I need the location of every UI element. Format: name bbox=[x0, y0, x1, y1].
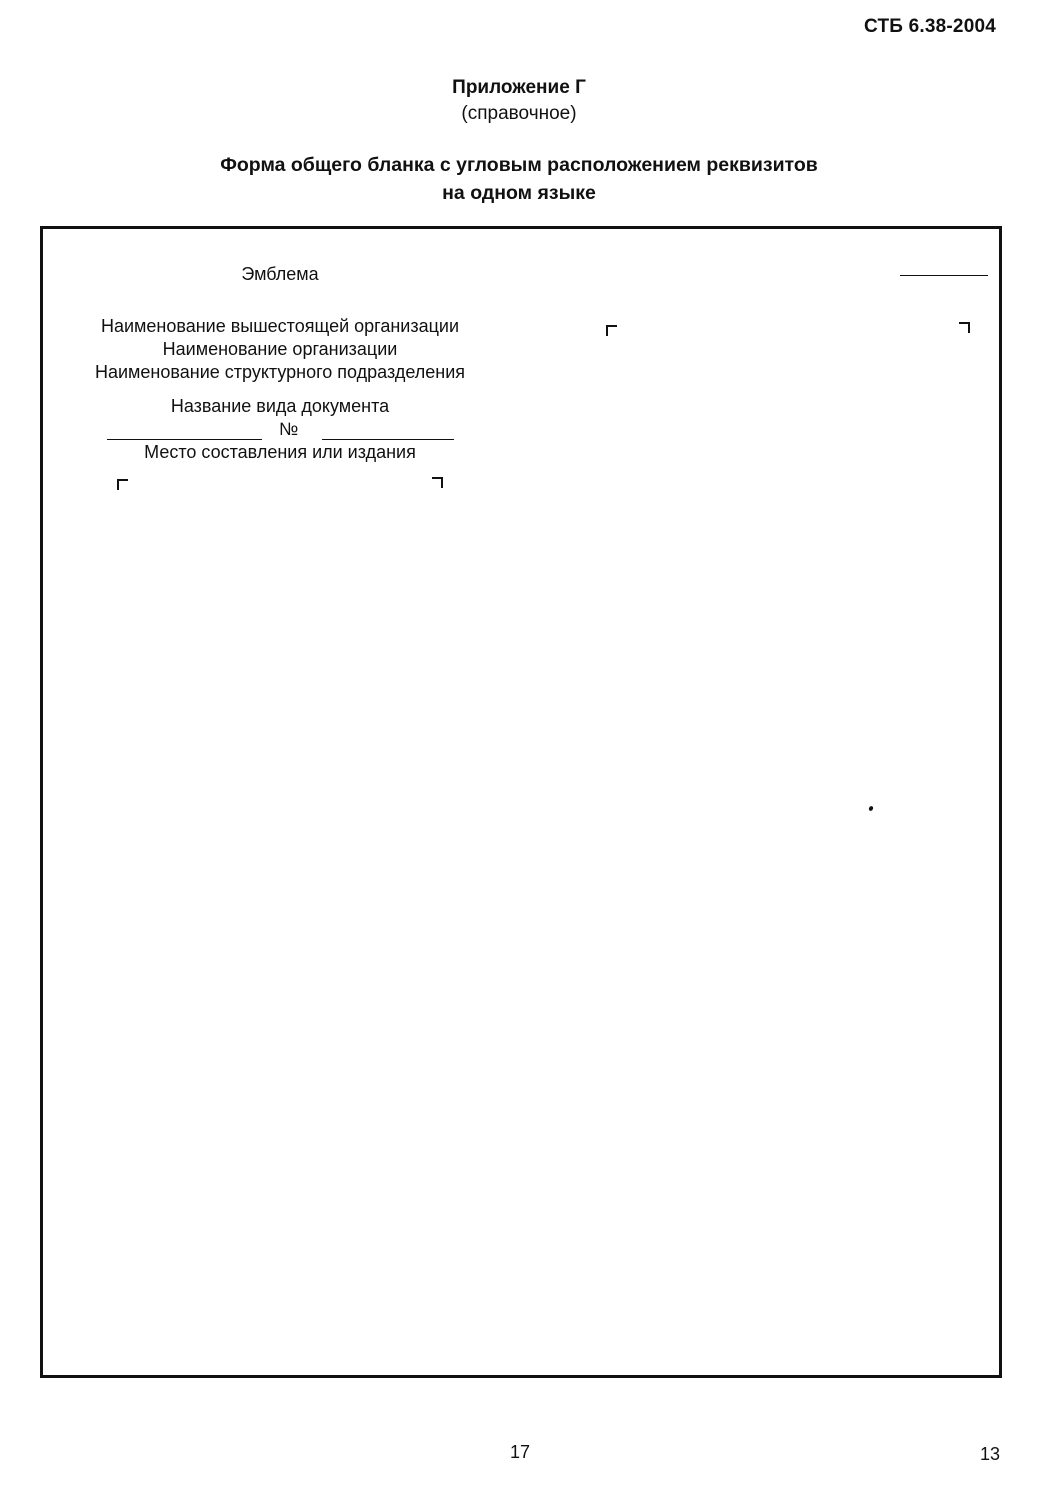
page-number-right: 13 bbox=[980, 1444, 1001, 1464]
document-type-label: Название вида документа bbox=[170, 396, 390, 416]
page-number-center: 17 bbox=[510, 1442, 531, 1462]
emblem-label: Эмблема bbox=[241, 264, 319, 284]
place-label: Место составления или издания bbox=[144, 442, 416, 462]
heading-corner-left-icon bbox=[117, 479, 128, 490]
form-title-line-2: на одном языке bbox=[442, 182, 596, 204]
top-right-rule bbox=[900, 275, 988, 276]
number-field-rule bbox=[322, 439, 454, 440]
organization-label: Наименование организации bbox=[162, 339, 398, 359]
heading-corner-right-icon bbox=[432, 477, 443, 488]
subdivision-label: Наименование структурного подразделения bbox=[94, 362, 465, 382]
appendix-title: Приложение Г bbox=[452, 77, 586, 98]
addressee-corner-left-icon bbox=[606, 325, 617, 336]
date-field-rule bbox=[107, 439, 262, 440]
standard-number: СТБ 6.38-2004 bbox=[864, 16, 996, 37]
addressee-corner-right-icon bbox=[959, 322, 970, 333]
form-title bbox=[0, 151, 1038, 207]
number-sign: № bbox=[279, 419, 299, 439]
form-title-line-1: Форма общего бланка с угловым расположением реквизитов bbox=[220, 154, 818, 176]
appendix-note: (справочное) bbox=[461, 103, 577, 124]
higher-organization-label: Наименование вышестоящей организации bbox=[100, 316, 460, 336]
